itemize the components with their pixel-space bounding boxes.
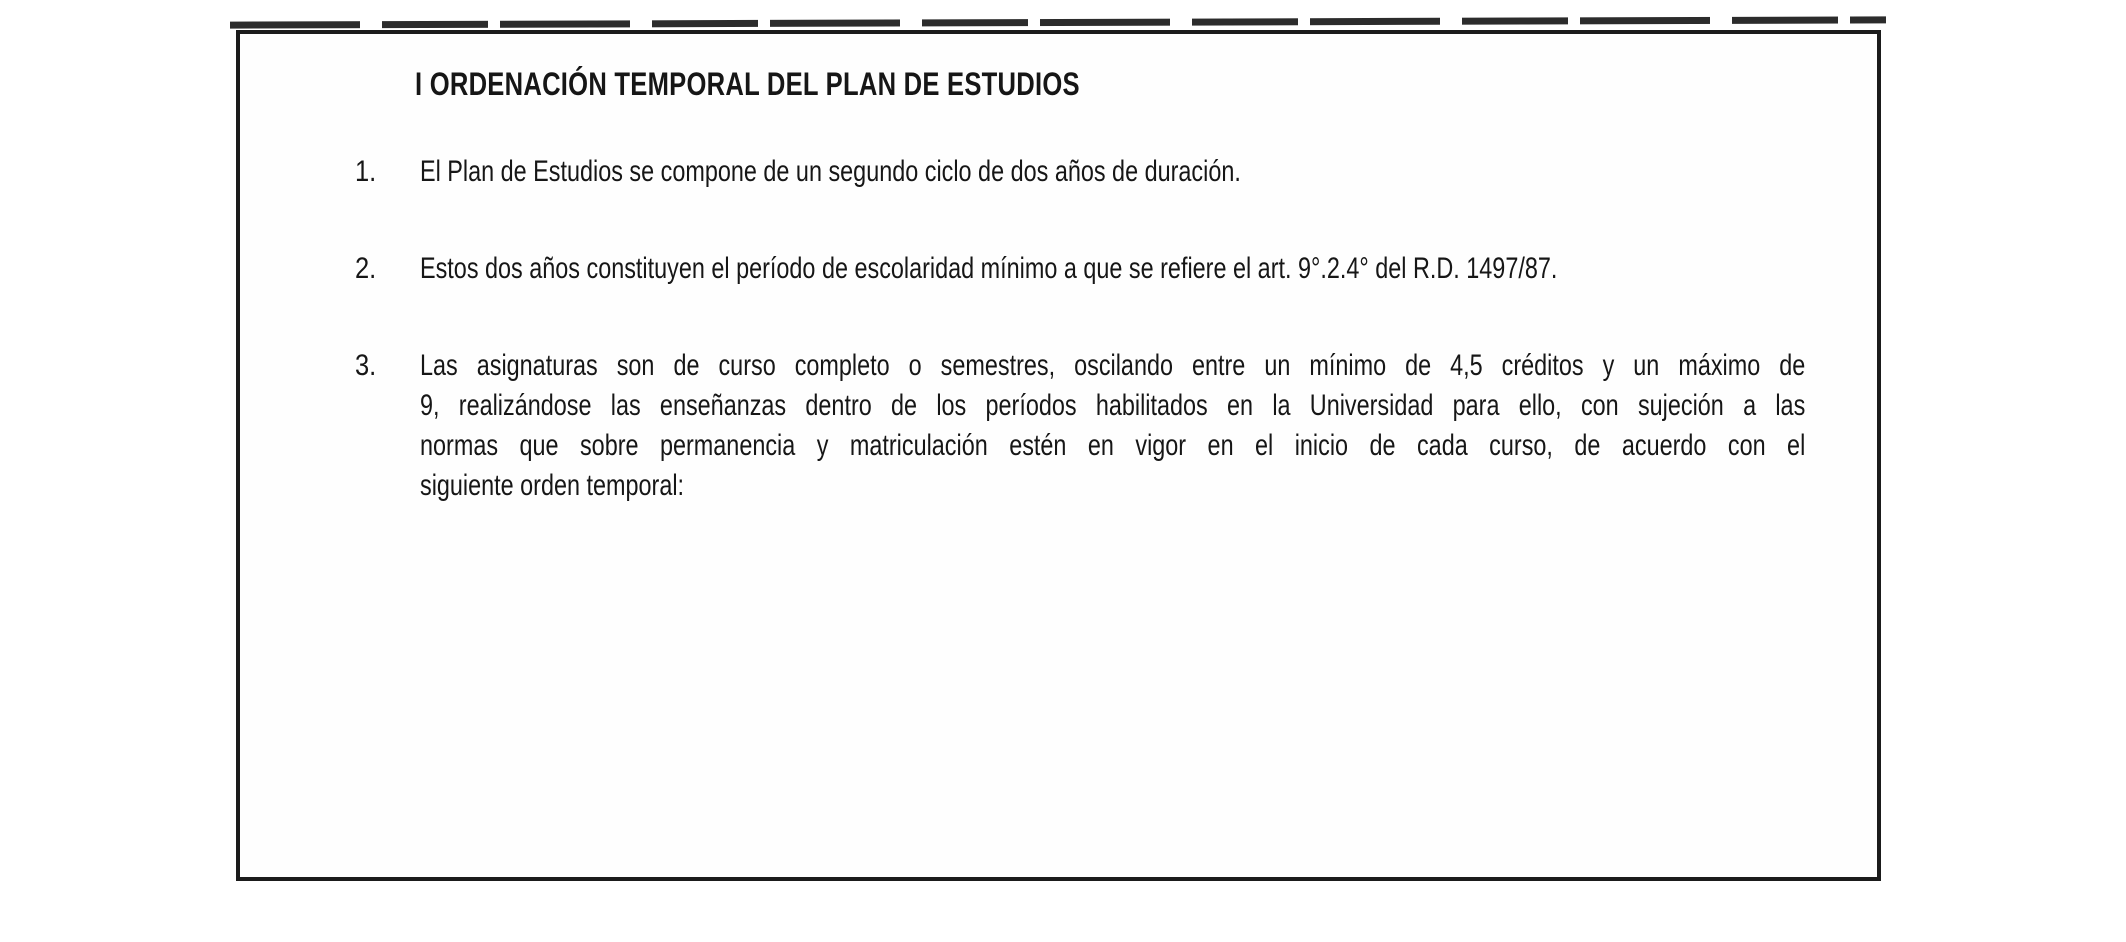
- document-border-box: [236, 30, 1881, 881]
- numbered-item-1: [355, 152, 1472, 192]
- item-number: 3.: [355, 349, 377, 382]
- numbered-item-2: [355, 249, 1878, 289]
- item-text: El Plan de Estudios se compone de un segundo ciclo de dos años de duración.: [420, 155, 1241, 188]
- item-text-line: normas que sobre permanencia y matriculación estén en vigor en el inicio de cada curso, de acuerdo con el: [420, 429, 1806, 462]
- item-text-block: [420, 346, 2126, 506]
- item-text: Estos dos años constituyen el período de escolaridad mínimo a que se refiere el art. 9°.2.4° del R.D. 1497/87.: [420, 252, 1558, 285]
- item-text-line: Las asignaturas son de curso completo o semestres, oscilando entre un mínimo de 4,5 créditos y un máximo de: [420, 349, 1806, 382]
- item-number: 1.: [355, 155, 377, 188]
- item-number: 2.: [355, 252, 377, 285]
- item-text-line: siguiente orden temporal:: [420, 469, 685, 502]
- scan-artifact-line: [230, 16, 1886, 28]
- item-text-line: 9, realizándose las enseñanzas dentro de los períodos habilitados en la Universidad para ello, con sujeción a las: [420, 389, 1806, 422]
- section-title: I ORDENACIÓN TEMPORAL DEL PLAN DE ESTUDIOS: [415, 66, 1080, 102]
- numbered-item-3: [355, 346, 2126, 506]
